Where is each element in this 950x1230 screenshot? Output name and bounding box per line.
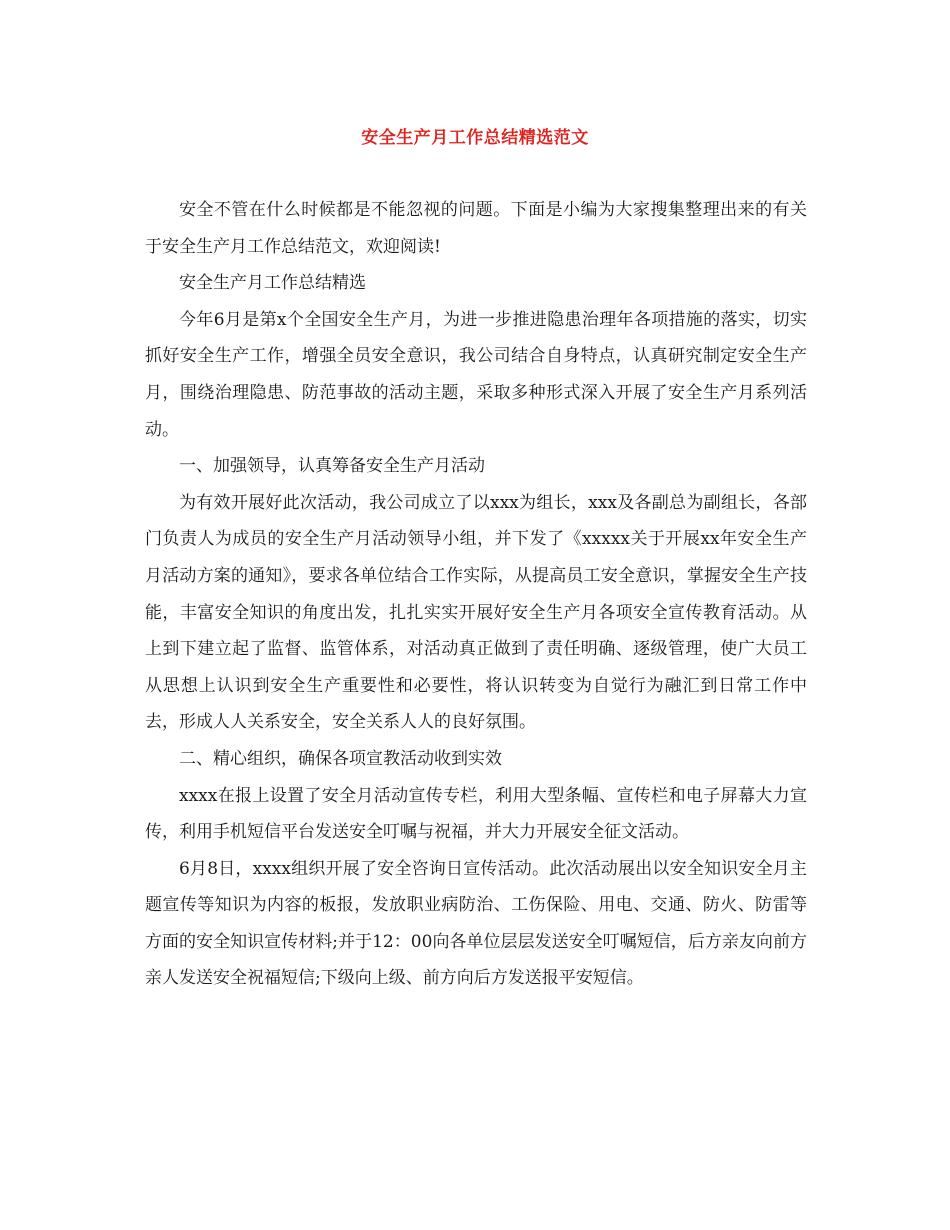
intro-paragraph: 安全不管在什么时候都是不能忽视的问题。下面是小编为大家搜集整理出来的有关于安全生产月工作总结范文，欢迎阅读!	[145, 200, 807, 257]
section-2-paragraph-1: xxxx在报上设置了安全月活动宣传专栏，利用大型条幅、宣传栏和电子屏幕大力宣传，利用手机短信平台发送安全叮嘱与祝福，并大力开展安全征文活动。	[145, 785, 807, 843]
document-title: 安全生产月工作总结精选范文	[361, 128, 589, 148]
section-heading-1: 一、加强领导，认真筹备安全生产月活动	[179, 456, 485, 477]
document-body	[145, 192, 807, 997]
section-heading-2: 二、精心组织，确保各项宣教活动收到实效	[179, 748, 502, 769]
overview-paragraph: 今年6月是第x个全国安全生产月，为进一步推进隐患治理年各项措施的落实，切实抓好安全生产工作，增强全员安全意识，我公司结合自身特点，认真研究制定安全生产月，围绕治理隐患、防范事故的活动主题，采取多种形式深入开展了安全生产月系列活动。	[145, 309, 807, 440]
subheading-summary: 安全生产月工作总结精选	[179, 273, 366, 294]
section-2-paragraph-2: 6月8日，xxxx组织开展了安全咨询日宣传活动。此次活动展出以安全知识安全月主题宣传等知识为内容的板报，发放职业病防治、工伤保险、用电、交通、防火、防雷等方面的安全知识宣传材料;并于12：00向各单位层层发送安全叮嘱短信，后方亲友向前方亲人发送安全祝福短信;下级向上级、前方向后方发送报平安短信。	[145, 858, 807, 989]
section-1-paragraph: 为有效开展好此次活动，我公司成立了以xxx为组长，xxx及各副总为副组长，各部门负责人为成员的安全生产月活动领导小组，并下发了《xxxxx关于开展xx年安全生产月活动方案的通知》，要求各单位结合工作实际，从提高员工安全意识，掌握安全生产技能，丰富安全知识的角度出发，扎扎实实开展好安全生产月各项安全宣传教育活动。从上到下建立起了监督、监管体系，对活动真正做到了责任明确、逐级管理，使广大员工从思想上认识到安全生产重要性和必要性，将认识转变为自觉行为融汇到日常工作中去，形成人人关系安全，安全关系人人的良好氛围。	[145, 492, 807, 733]
